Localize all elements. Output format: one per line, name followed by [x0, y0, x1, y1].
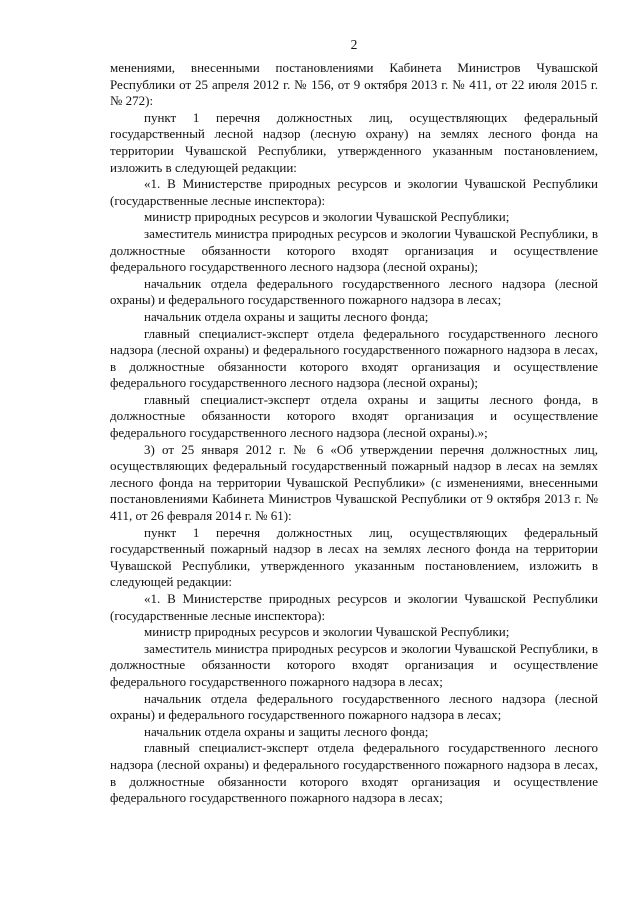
page-number: 2: [350, 37, 358, 52]
paragraph-minister: министр природных ресурсов и экологии Чувашской Республики;: [144, 209, 510, 225]
paragraph-continuation: менениями, внесенными постановлениями Кабинета Министров Чувашской Республики от 25 апреля 2012 г. № 156, от 9 октября 2013 г. № 411, от 22 июля 2015 г. № 272):: [110, 60, 598, 109]
paragraph-head-protection-department: начальник отдела охраны и защиты лесного фонда;: [144, 308, 429, 324]
paragraph-chief-specialist-1: главный специалист-эксперт отдела федерального государственного лесного надзора (лесной охраны) и федерального государственного пожарного надзора в лесах, в должностные обязанности которого входят организация и осуществление федерального государственного лесного надзора (лесной охраны);: [110, 325, 598, 391]
paragraph-head-protection-department-2: начальник отдела охраны и защиты лесного фонда;: [144, 723, 429, 739]
paragraph-deputy-minister: заместитель министра природных ресурсов и экологии Чувашской Республики, в должностные обязанности которого входят организация и осуществление федерального государственного лесного надзора (лесной охраны);: [110, 225, 598, 275]
paragraph-head-of-department-2: начальник отдела федерального государственного лесного надзора (лесной охраны) и федерального государственного пожарного надзора в лесах;: [110, 690, 598, 723]
paragraph-head-of-department: начальник отдела федерального государственного лесного надзора (лесной охраны) и федерального государственного пожарного надзора в лесах;: [110, 275, 598, 308]
paragraph-minister-2: министр природных ресурсов и экологии Чувашской Республики;: [144, 624, 510, 640]
paragraph-item-1-fire-supervision: пункт 1 перечня должностных лиц, осуществляющих федеральный государственный пожарный надзор в лесах на землях лесного фонда на территории Чувашской Республики, утвержденного указанным постановлением, изложить в следующей редакции:: [110, 524, 598, 590]
paragraph-item-1-resolution-411: пункт 1 перечня должностных лиц, осуществляющих федеральный государственный лесной надзор (лесную охрану) на землях лесного фонда на территории Чувашской Республики, утвержденного указанным постановлением, изложить в следующей редакции:: [110, 109, 598, 175]
paragraph-deputy-minister-2: заместитель министра природных ресурсов и экологии Чувашской Республики, в должностные обязанности которого входят организация и осуществление федерального государственного пожарного надзора в лесах;: [110, 640, 598, 689]
paragraph-ministry-heading: «1. В Министерстве природных ресурсов и экологии Чувашской Республики (государственные лесные инспектора):: [110, 176, 598, 208]
paragraph-ministry-heading-2: «1. В Министерстве природных ресурсов и экологии Чувашской Республики (государственные лесные инспектора):: [110, 591, 598, 623]
paragraph-chief-specialist-3: главный специалист-эксперт отдела федерального государственного лесного надзора (лесной охраны) и федерального государственного пожарного надзора в лесах, в должностные обязанности которого входят организация и осуществление федерального государственного пожарного надзора в лесах;: [110, 740, 598, 806]
paragraph-resolution-6: 3) от 25 января 2012 г. № 6 «Об утверждении перечня должностных лиц, осуществляющих федеральный государственный пожарный надзор в лесах на землях лесного фонда на территории Чувашской Республики» (с изменениями, внесенными постановлениями Кабинета Министров Чувашской Республики от 9 октября 2013 г. № 411, от 26 февраля 2014 г. № 61):: [110, 441, 598, 524]
document-body: [110, 60, 598, 807]
paragraph-chief-specialist-2: главный специалист-эксперт отдела охраны и защиты лесного фонда, в должностные обязанности которого входят организация и осуществление федерального государственного лесного надзора (лесной охраны).»;: [110, 391, 598, 441]
